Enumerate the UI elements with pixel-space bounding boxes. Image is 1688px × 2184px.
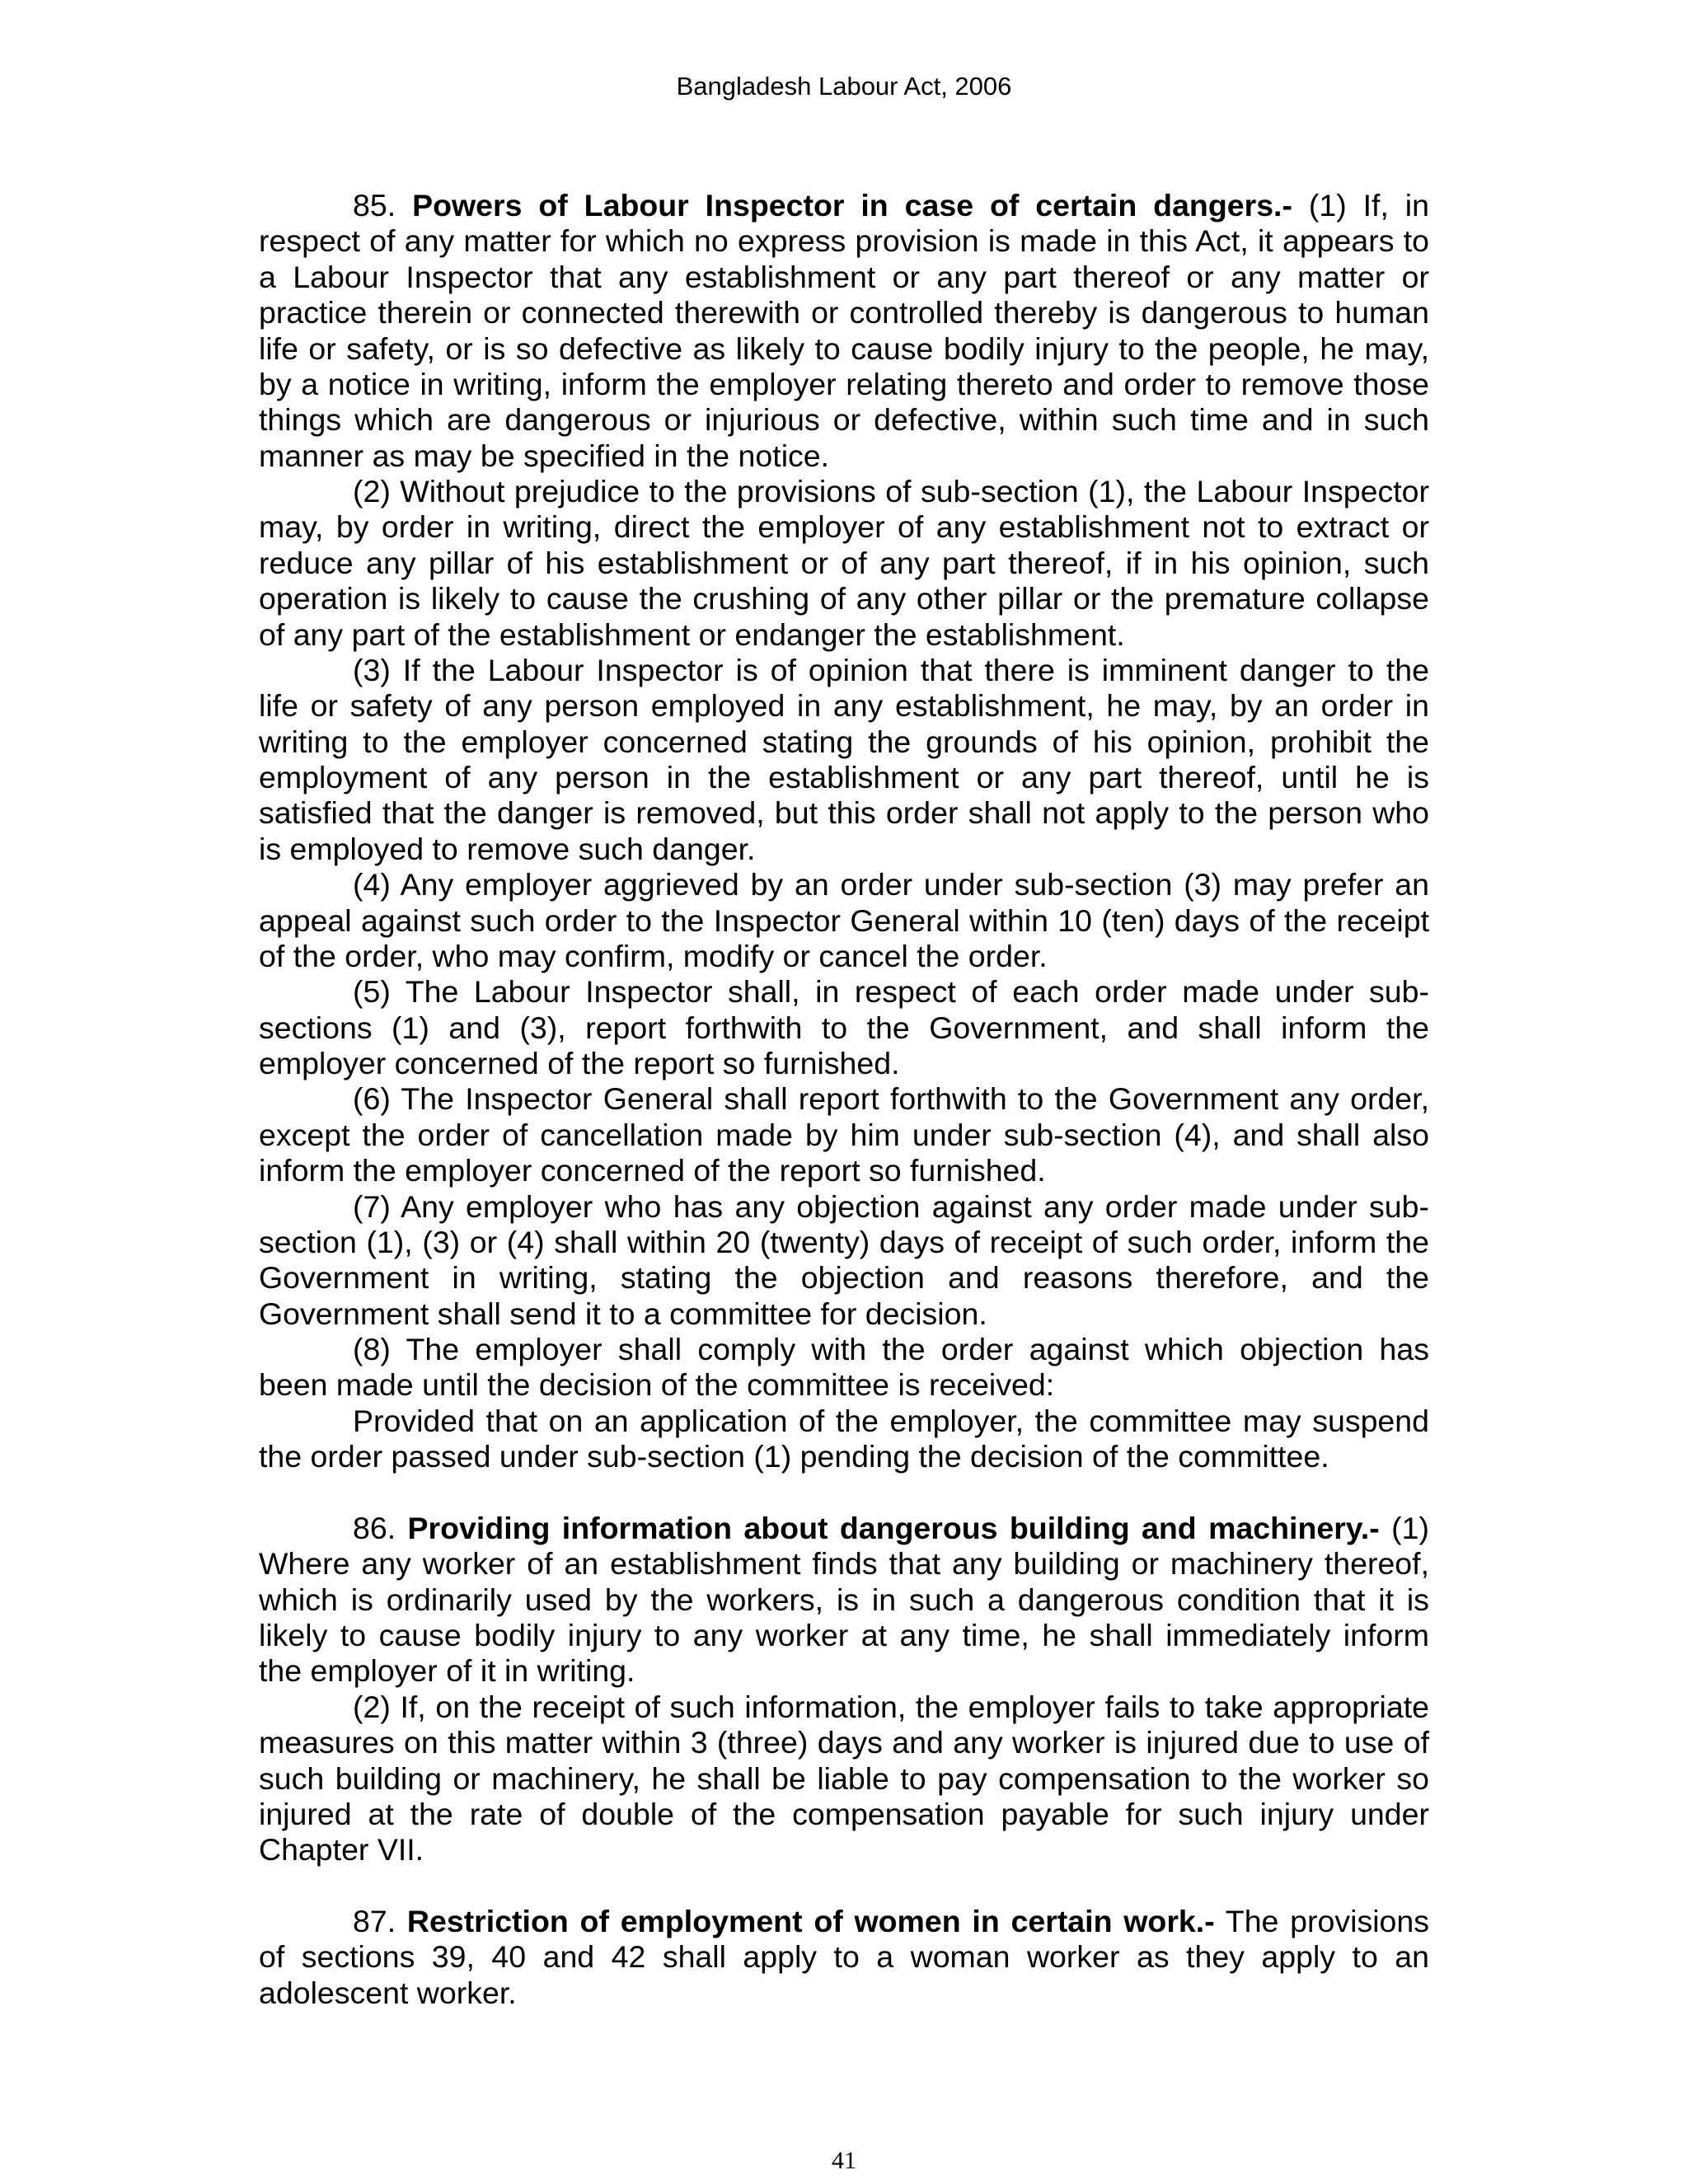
section-86 — [259, 1511, 1429, 1868]
text-line — [259, 188, 1429, 223]
text-line: practice therein or connected therewith or controlled thereby is dangerous to human — [259, 295, 1429, 330]
text-line: inform the employer concerned of the report so furnished. — [259, 1153, 1046, 1188]
page-number: 41 — [832, 2147, 856, 2174]
text-line: (6) The Inspector General shall report forthwith to the Government any order, — [353, 1081, 1429, 1117]
proviso-paragraph — [259, 1404, 1429, 1475]
page-body — [259, 188, 1429, 2011]
text-line: likely to cause bodily injury to any worker at any time, he shall immediately inform — [259, 1618, 1429, 1652]
text-line: employment of any person in the establishment or any part thereof, until he is — [259, 760, 1429, 794]
paragraph — [259, 867, 1429, 974]
paragraph — [259, 1511, 1429, 1690]
text-line: (5) The Labour Inspector shall, in respect of each order made under sub- — [353, 974, 1429, 1010]
text-line: operation is likely to cause the crushing of any other pillar or the premature collapse — [259, 581, 1429, 616]
text-line: (7) Any employer who has any objection against any order made under sub- — [353, 1188, 1429, 1224]
text-line: may, by order in writing, direct the employer of any establishment not to extract or — [259, 509, 1429, 545]
paragraph — [259, 1081, 1429, 1188]
paragraph — [259, 974, 1429, 1081]
paragraph — [259, 1904, 1429, 2011]
text-line: by a notice in writing, inform the employer relating thereto and order to remove those — [259, 366, 1429, 401]
running-header: Bangladesh Labour Act, 2006 — [676, 72, 1012, 101]
text-line: adolescent worker. — [259, 1975, 517, 2010]
text-line: of the order, who may confirm, modify or cancel the order. — [259, 938, 1048, 973]
line-text: The provisions — [1225, 1904, 1429, 1938]
text-line: life or safety of any person employed in any establishment, he may, by an order in — [259, 688, 1429, 724]
text-line: (2) If, on the receipt of such information, the employer fails to take appropriate — [353, 1689, 1429, 1724]
line-text: (1) — [1391, 1510, 1430, 1545]
paragraph — [259, 653, 1429, 867]
text-line — [259, 1904, 1429, 1939]
text-line: except the order of cancellation made by him under sub-section (4), and shall also — [259, 1117, 1429, 1152]
text-line — [259, 1511, 1429, 1546]
text-line: of sections 39, 40 and 42 shall apply to a woman worker as they apply to an — [259, 1939, 1429, 1975]
text-line: of any part of the establishment or endanger the establishment. — [259, 616, 1125, 652]
text-line: Chapter VII. — [259, 1832, 424, 1868]
text-line: sections (1) and (3), report forthwith to the Government, and shall inform the — [259, 1010, 1429, 1045]
line-text: (1) If, in — [1308, 188, 1429, 223]
text-line: such building or machinery, he shall be liable to pay compensation to the worker so — [259, 1760, 1429, 1796]
text-line: Where any worker of an establishment finds that any building or machinery thereof, — [259, 1546, 1429, 1582]
text-line: manner as may be specified in the notice. — [259, 438, 830, 473]
text-line: respect of any matter for which no express provision is made in this Act, it appears to — [259, 223, 1429, 259]
paragraph — [259, 188, 1429, 474]
text-line: (4) Any employer aggrieved by an order under sub-section (3) may prefer an — [353, 867, 1429, 902]
text-line: (3) If the Labour Inspector is of opinion that there is imminent danger to the — [353, 652, 1429, 687]
text-line: injured at the rate of double of the compensation payable for such injury under — [259, 1796, 1429, 1831]
text-line: Government in writing, stating the objection and reasons therefore, and the — [259, 1260, 1429, 1296]
text-line: satisfied that the danger is removed, but this order shall not apply to the person who — [259, 795, 1429, 831]
paragraph — [259, 1690, 1429, 1868]
paragraph — [259, 1189, 1429, 1333]
section-heading: Powers of Labour Inspector in case of certain dangers.- — [412, 188, 1292, 223]
text-line: Provided that on an application of the employer, the committee may suspend — [353, 1403, 1429, 1438]
paragraph — [259, 474, 1429, 653]
text-line: Government shall send it to a committee for decision. — [259, 1296, 987, 1331]
section-number: 86. — [353, 1510, 396, 1545]
section-heading: Restriction of employment of women in certain work.- — [406, 1904, 1215, 1938]
text-line: a Labour Inspector that any establishment or any part thereof or any matter or — [259, 259, 1429, 294]
text-line: been made until the decision of the committee is received: — [259, 1367, 1055, 1403]
section-number: 87. — [353, 1904, 396, 1938]
text-line: things which are dangerous or injurious or defective, within such time and in such — [259, 402, 1429, 438]
section-87 — [259, 1904, 1429, 2011]
text-line: (8) The employer shall comply with the order against which objection has — [353, 1332, 1429, 1366]
text-line: section (1), (3) or (4) shall within 20 (twenty) days of receipt of such order, inform the — [259, 1224, 1429, 1259]
section-85 — [259, 188, 1429, 1475]
text-line: the order passed under sub-section (1) pending the decision of the committee. — [259, 1439, 1329, 1474]
section-heading: Providing information about dangerous building and machinery.- — [407, 1510, 1380, 1545]
paragraph — [259, 1332, 1429, 1404]
text-line: which is ordinarily used by the workers, is in such a dangerous condition that it is — [259, 1582, 1429, 1617]
text-line: appeal against such order to the Inspector General within 10 (ten) days of the receipt — [259, 902, 1429, 938]
text-line: the employer of it in writing. — [259, 1653, 635, 1689]
section-number: 85. — [353, 188, 396, 223]
text-line: (2) Without prejudice to the provisions of sub-section (1), the Labour Inspector — [353, 474, 1429, 509]
text-line: life or safety, or is so defective as likely to cause bodily injury to the people, he may, — [259, 330, 1429, 366]
text-line: measures on this matter within 3 (three) days and any worker is injured due to use of — [259, 1725, 1429, 1760]
text-line: is employed to remove such danger. — [259, 831, 756, 866]
text-line: reduce any pillar of his establishment or of any part thereof, if in his opinion, such — [259, 545, 1429, 580]
text-line: employer concerned of the report so furnished. — [259, 1046, 900, 1080]
text-line: writing to the employer concerned stating the grounds of his opinion, prohibit the — [259, 724, 1429, 759]
